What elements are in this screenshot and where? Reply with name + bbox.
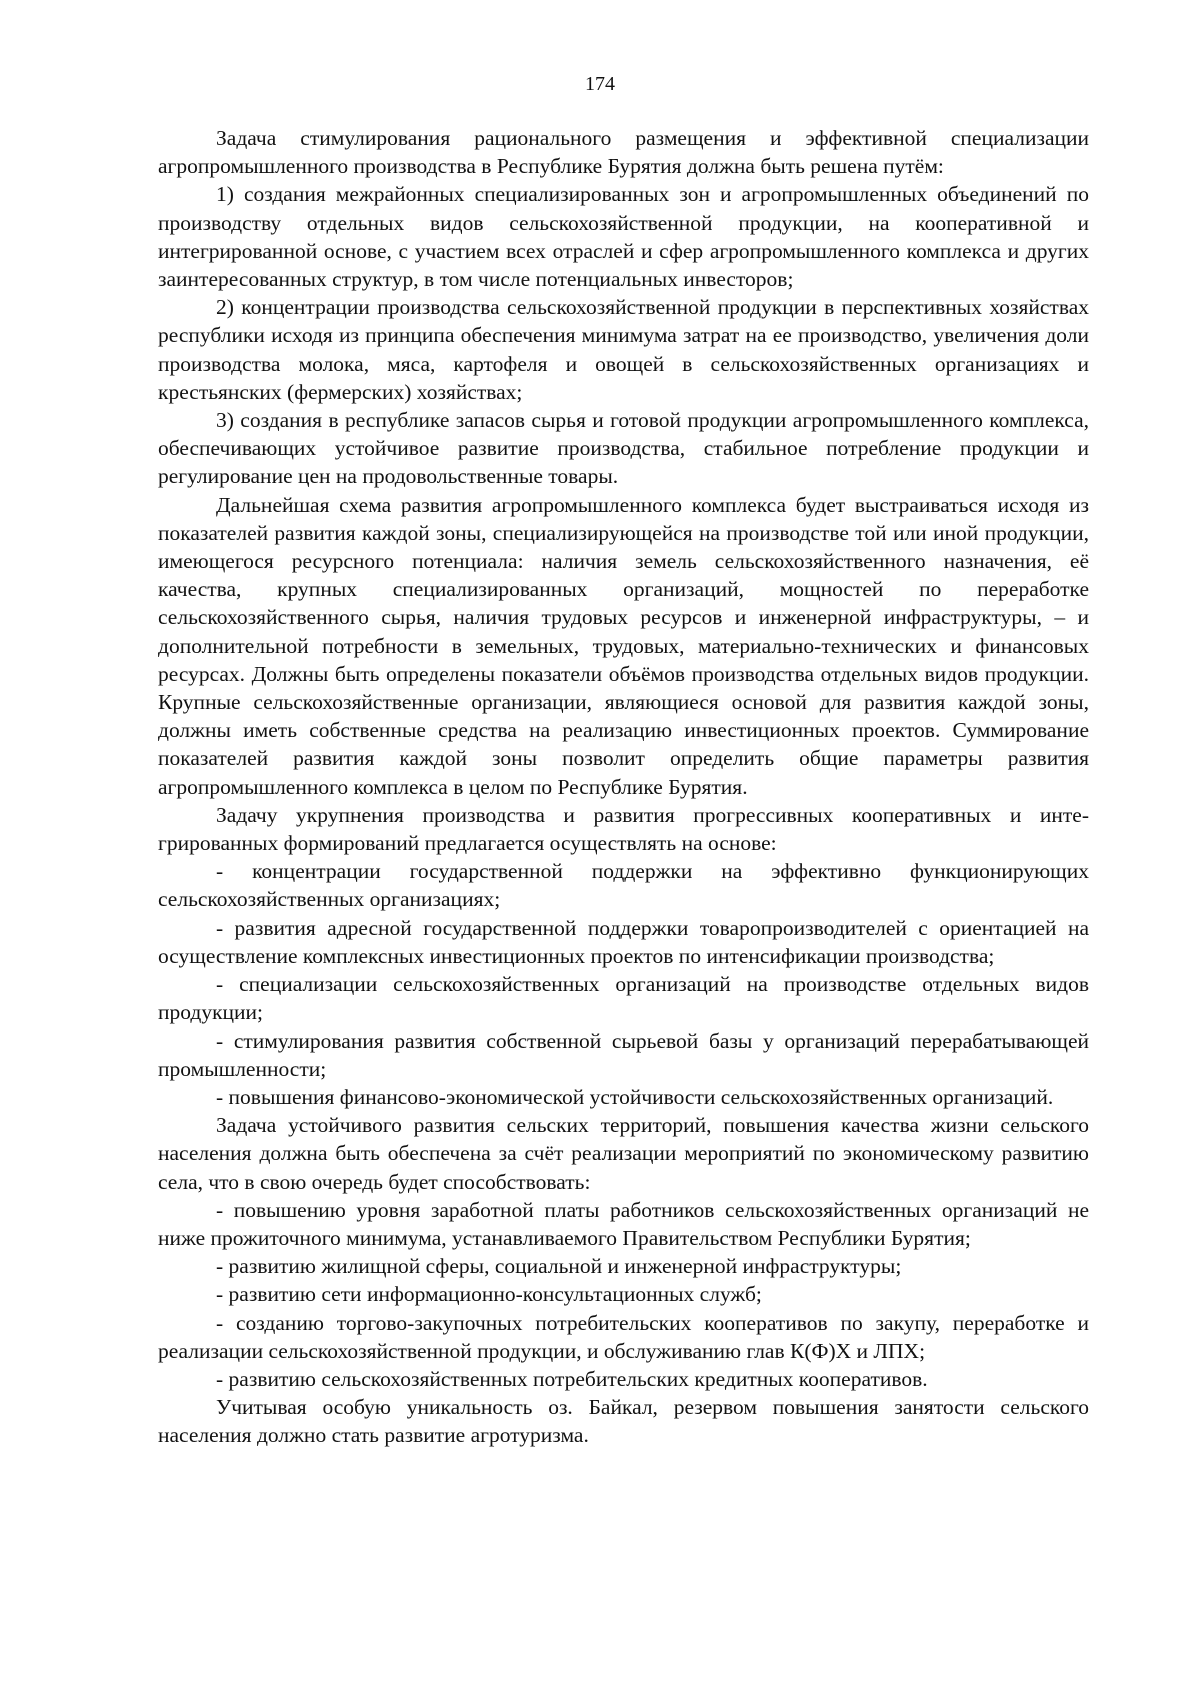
- list-item-state-support: - концентрации государственной поддержки на эффективно функционирующих сельскохозяйственных организациях;: [158, 859, 1089, 912]
- paragraph-agrotourism: Учитывая особую уникальность оз. Байкал, резервом повышения занятости сельского населения должно стать развитие агротуризма.: [158, 1395, 1089, 1448]
- paragraph-consolidation-task: Задачу укрупнения производства и развития прогрессивных кооперативных и интегрированных формирований предлагается осуществлять на основе:: [158, 802, 1089, 856]
- paragraph-development-scheme: Дальнейшая схема развития агропромышленного комплекса будет выстраиваться исходя из показателей развития каждой зоны, специализирующейся на производстве той или иной продукции, имеющегося ресурсного потенциала: наличия земель сельскохозяйственного назначения, её качества, крупных специализированных организаций, мощностей по переработке сельскохозяйственного сырья, наличия трудовых ресурсов и инженерной инфраструктуры, – и дополнительной потребности в земельных, трудовых, материально-технических и финансовых ресурсах. Должны быть определены показатели объёмов производства отдельных видов продукции. Крупные сельскохозяйственные организации, являющиеся основой для развития каждой зоны, должны иметь собственные средства на реализацию инвестиционных проектов. Суммирование показателей развития каждой зоны позволит определить общие параметры развития агропромышленного комплекса в целом по Республике Бурятия.: [158, 492, 1089, 799]
- paragraph-item-2: 2) концентрации производства сельскохозяйственной продукции в перспективных хозяйствах республики исходя из принципа обеспечения минимума затрат на ее производство, увеличения доли производства молока, мяса, картофеля и овощей в сельскохозяйственных организациях и крестьянских (фермерских) хозяйствах;: [158, 295, 1089, 404]
- list-item-financial-stability: - повышения финансово-экономической устойчивости сельскохозяйственных организаций.: [216, 1084, 1054, 1109]
- list-item-targeted-support: - развития адресной государственной поддержки товаропроизводителей с ориентацией на осуществление комплексных инвестиционных проектов по интенсификации производства;: [158, 915, 1089, 968]
- list-item-consulting: - развитию сети информационно-консультационных служб;: [216, 1282, 762, 1307]
- list-item-wages: - повышению уровня заработной платы работников сельскохозяйственных организаций не ниже прожиточного минимума, устанавливаемого Правительством Республики Бурятия;: [158, 1197, 1089, 1250]
- list-item-cooperatives: - созданию торгово-закупочных потребительских кооперативов по закупу, переработке и реализации сельскохозяйственной продукции, и обслуживанию глав К(Ф)Х и ЛПХ;: [158, 1310, 1089, 1363]
- paragraph-intro: Задача стимулирования рационального размещения и эффективной специализации агропромышленного производства в Республике Бурятия должна быть решена путём:: [158, 126, 1089, 179]
- list-item-specialization: - специализации сельскохозяйственных организаций на производстве отдельных видов продукции;: [158, 972, 1089, 1025]
- list-item-housing: - развитию жилищной сферы, социальной и инженерной инфраструктуры;: [216, 1254, 902, 1279]
- body-text: [158, 124, 1089, 1450]
- list-item-raw-material-base: - стимулирования развития собственной сырьевой базы у организаций перерабатывающей промышленности;: [158, 1028, 1089, 1081]
- page-number: 174: [585, 73, 615, 95]
- list-item-credit-cooperatives: - развитию сельскохозяйственных потребительских кредитных кооперативов.: [216, 1366, 928, 1391]
- paragraph-item-1: 1) создания межрайонных специализированных зон и агропромышленных объединений по производству отдельных видов сельскохозяйственной продукции, на кооперативной и интегрированной основе, с участием всех отраслей и сфер агропромышленного комплекса и других заинтересованных структур, в том числе потенциальных инвесторов;: [158, 182, 1089, 292]
- paragraph-rural-development: Задача устойчивого развития сельских территорий, повышения качества жизни сельского населения должна быть обеспечена за счёт реализации мероприятий по экономическому развитию села, что в свою очередь будет способствовать:: [158, 1113, 1089, 1194]
- paragraph-item-3: 3) создания в республике запасов сырья и готовой продукции агропромышленного комплекса, обеспечивающих устойчивое развитие производства, стабильное потребление продукции и регулирование цен на продовольственные товары.: [158, 408, 1089, 489]
